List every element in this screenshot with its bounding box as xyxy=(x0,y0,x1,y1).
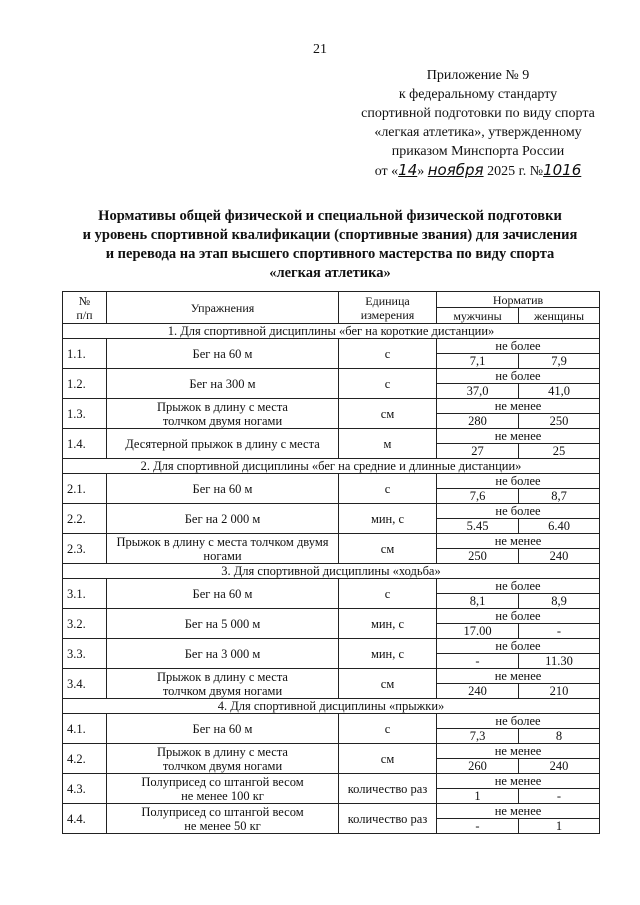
title-line: Нормативы общей физической и специальной физической подготовки xyxy=(98,208,562,224)
value-men: 250 xyxy=(437,549,519,564)
row-qualifier: не более xyxy=(437,369,600,384)
row-number: 1.4. xyxy=(63,429,107,459)
row-unit: количество раз xyxy=(339,804,437,834)
appendix-line: спортивной подготовки по виду спорта xyxy=(361,106,595,121)
row-exercise: Десятерной прыжок в длину с места xyxy=(107,429,339,459)
row-qualifier: не менее xyxy=(437,744,600,759)
title-line: и уровень спортивной квалификации (спортивные звания) для зачисления xyxy=(82,227,578,243)
table-row xyxy=(63,399,600,414)
row-exercise: Бег на 60 м xyxy=(107,339,339,369)
row-qualifier: не более xyxy=(437,579,600,594)
table-row xyxy=(63,579,600,594)
section-row xyxy=(63,564,600,579)
value-women: 240 xyxy=(519,549,600,564)
row-exercise: Бег на 5 000 м xyxy=(107,609,339,639)
row-unit: с xyxy=(339,714,437,744)
value-women: 7,9 xyxy=(519,354,600,369)
header-exercise: Упражнения xyxy=(107,292,339,324)
order-prefix: от « xyxy=(374,164,399,179)
value-men: 280 xyxy=(437,414,519,429)
table-row xyxy=(63,744,600,759)
order-mid: » xyxy=(417,164,425,179)
header-unit: Единица измерения xyxy=(339,292,437,324)
row-qualifier: не менее xyxy=(437,399,600,414)
value-men: 260 xyxy=(437,759,519,774)
header-row xyxy=(63,292,600,308)
row-unit: м xyxy=(339,429,437,459)
section-title: 1. Для спортивной дисциплины «бег на короткие дистанции» xyxy=(63,324,600,339)
row-qualifier: не менее xyxy=(437,429,600,444)
title-line: и перевода на этап высшего спортивного мастерства по виду спорта xyxy=(105,246,555,262)
value-women: 8,7 xyxy=(519,489,600,504)
row-exercise: Бег на 60 м xyxy=(107,714,339,744)
row-exercise: Прыжок в длину с места толчком двумя ногами xyxy=(107,534,339,564)
appendix-block xyxy=(330,66,626,181)
row-number: 3.2. xyxy=(63,609,107,639)
header-women: женщины xyxy=(519,308,600,324)
row-exercise: Полуприсед со штангой весом не менее 100 кг xyxy=(107,774,339,804)
value-women: 1 xyxy=(519,819,600,834)
row-number: 4.3. xyxy=(63,774,107,804)
value-men: 240 xyxy=(437,684,519,699)
table-row xyxy=(63,504,600,519)
row-qualifier: не менее xyxy=(437,804,600,819)
row-number: 4.4. xyxy=(63,804,107,834)
title-line: «легкая атлетика» xyxy=(269,265,391,281)
order-day-handwritten: 14 xyxy=(398,161,418,179)
appendix-line: приказом Минспорта России xyxy=(391,144,565,159)
row-number: 3.1. xyxy=(63,579,107,609)
row-number: 3.3. xyxy=(63,639,107,669)
row-unit: с xyxy=(339,474,437,504)
table-row xyxy=(63,429,600,444)
row-exercise: Бег на 3 000 м xyxy=(107,639,339,669)
row-qualifier: не менее xyxy=(437,774,600,789)
value-men: 7,3 xyxy=(437,729,519,744)
section-title: 2. Для спортивной дисциплины «бег на средние и длинные дистанции» xyxy=(63,459,600,474)
row-exercise: Бег на 60 м xyxy=(107,474,339,504)
row-exercise: Бег на 2 000 м xyxy=(107,504,339,534)
value-women: 8 xyxy=(519,729,600,744)
value-women: - xyxy=(519,789,600,804)
row-unit: мин, с xyxy=(339,504,437,534)
row-unit: с xyxy=(339,579,437,609)
row-unit: см xyxy=(339,399,437,429)
value-men: - xyxy=(437,654,519,669)
row-exercise: Бег на 300 м xyxy=(107,369,339,399)
value-women: 25 xyxy=(519,444,600,459)
row-qualifier: не более xyxy=(437,339,600,354)
value-women: 6.40 xyxy=(519,519,600,534)
value-women: - xyxy=(519,624,600,639)
table-row xyxy=(63,804,600,819)
row-unit: количество раз xyxy=(339,774,437,804)
row-number: 3.4. xyxy=(63,669,107,699)
value-men: 7,6 xyxy=(437,489,519,504)
row-number: 1.1. xyxy=(63,339,107,369)
row-unit: мин, с xyxy=(339,609,437,639)
table-row xyxy=(63,474,600,489)
row-exercise: Прыжок в длину с места толчком двумя ногами xyxy=(107,669,339,699)
section-title: 4. Для спортивной дисциплины «прыжки» xyxy=(63,699,600,714)
row-number: 2.2. xyxy=(63,504,107,534)
row-unit: см xyxy=(339,534,437,564)
row-exercise: Прыжок в длину с места толчком двумя ногами xyxy=(107,744,339,774)
appendix-line: «легкая атлетика», утвержденному xyxy=(374,125,582,140)
section-row xyxy=(63,459,600,474)
order-number-handwritten: 1016 xyxy=(543,161,582,179)
order-year: 2025 г. № xyxy=(487,164,544,179)
row-exercise: Полуприсед со штангой весом не менее 50 кг xyxy=(107,804,339,834)
row-number: 1.2. xyxy=(63,369,107,399)
value-women: 8,9 xyxy=(519,594,600,609)
section-row xyxy=(63,324,600,339)
value-women: 11.30 xyxy=(519,654,600,669)
table-row xyxy=(63,714,600,729)
value-men: 7,1 xyxy=(437,354,519,369)
document-title xyxy=(60,207,600,283)
table-row xyxy=(63,534,600,549)
row-qualifier: не менее xyxy=(437,669,600,684)
value-men: 17.00 xyxy=(437,624,519,639)
value-women: 41,0 xyxy=(519,384,600,399)
value-men: 27 xyxy=(437,444,519,459)
row-number: 4.2. xyxy=(63,744,107,774)
table-row xyxy=(63,369,600,384)
row-qualifier: не более xyxy=(437,609,600,624)
row-qualifier: не более xyxy=(437,639,600,654)
row-qualifier: не более xyxy=(437,714,600,729)
table-row xyxy=(63,609,600,624)
table-row xyxy=(63,339,600,354)
order-line xyxy=(330,161,626,181)
value-men: 8,1 xyxy=(437,594,519,609)
row-number: 1.3. xyxy=(63,399,107,429)
value-women: 240 xyxy=(519,759,600,774)
row-exercise: Прыжок в длину с места толчком двумя ногами xyxy=(107,399,339,429)
table-row xyxy=(63,669,600,684)
value-men: 1 xyxy=(437,789,519,804)
row-number: 2.3. xyxy=(63,534,107,564)
value-women: 210 xyxy=(519,684,600,699)
value-men: - xyxy=(437,819,519,834)
header-num: № п/п xyxy=(63,292,107,324)
row-qualifier: не менее xyxy=(437,534,600,549)
value-women: 250 xyxy=(519,414,600,429)
section-title: 3. Для спортивной дисциплины «ходьба» xyxy=(63,564,600,579)
appendix-line: к федеральному стандарту xyxy=(398,87,558,102)
row-unit: см xyxy=(339,669,437,699)
norms-table xyxy=(62,291,600,834)
row-unit: с xyxy=(339,339,437,369)
header-norm: Норматив xyxy=(437,292,600,308)
row-unit: с xyxy=(339,369,437,399)
value-men: 5.45 xyxy=(437,519,519,534)
row-number: 4.1. xyxy=(63,714,107,744)
order-month-handwritten: ноября xyxy=(427,161,484,179)
row-exercise: Бег на 60 м xyxy=(107,579,339,609)
header-men: мужчины xyxy=(437,308,519,324)
row-number: 2.1. xyxy=(63,474,107,504)
section-row xyxy=(63,699,600,714)
table-row xyxy=(63,639,600,654)
row-qualifier: не более xyxy=(437,504,600,519)
row-unit: см xyxy=(339,744,437,774)
table-row xyxy=(63,774,600,789)
row-qualifier: не более xyxy=(437,474,600,489)
row-unit: мин, с xyxy=(339,639,437,669)
page-number: 21 xyxy=(313,42,327,57)
value-men: 37,0 xyxy=(437,384,519,399)
appendix-line: Приложение № 9 xyxy=(426,68,530,83)
